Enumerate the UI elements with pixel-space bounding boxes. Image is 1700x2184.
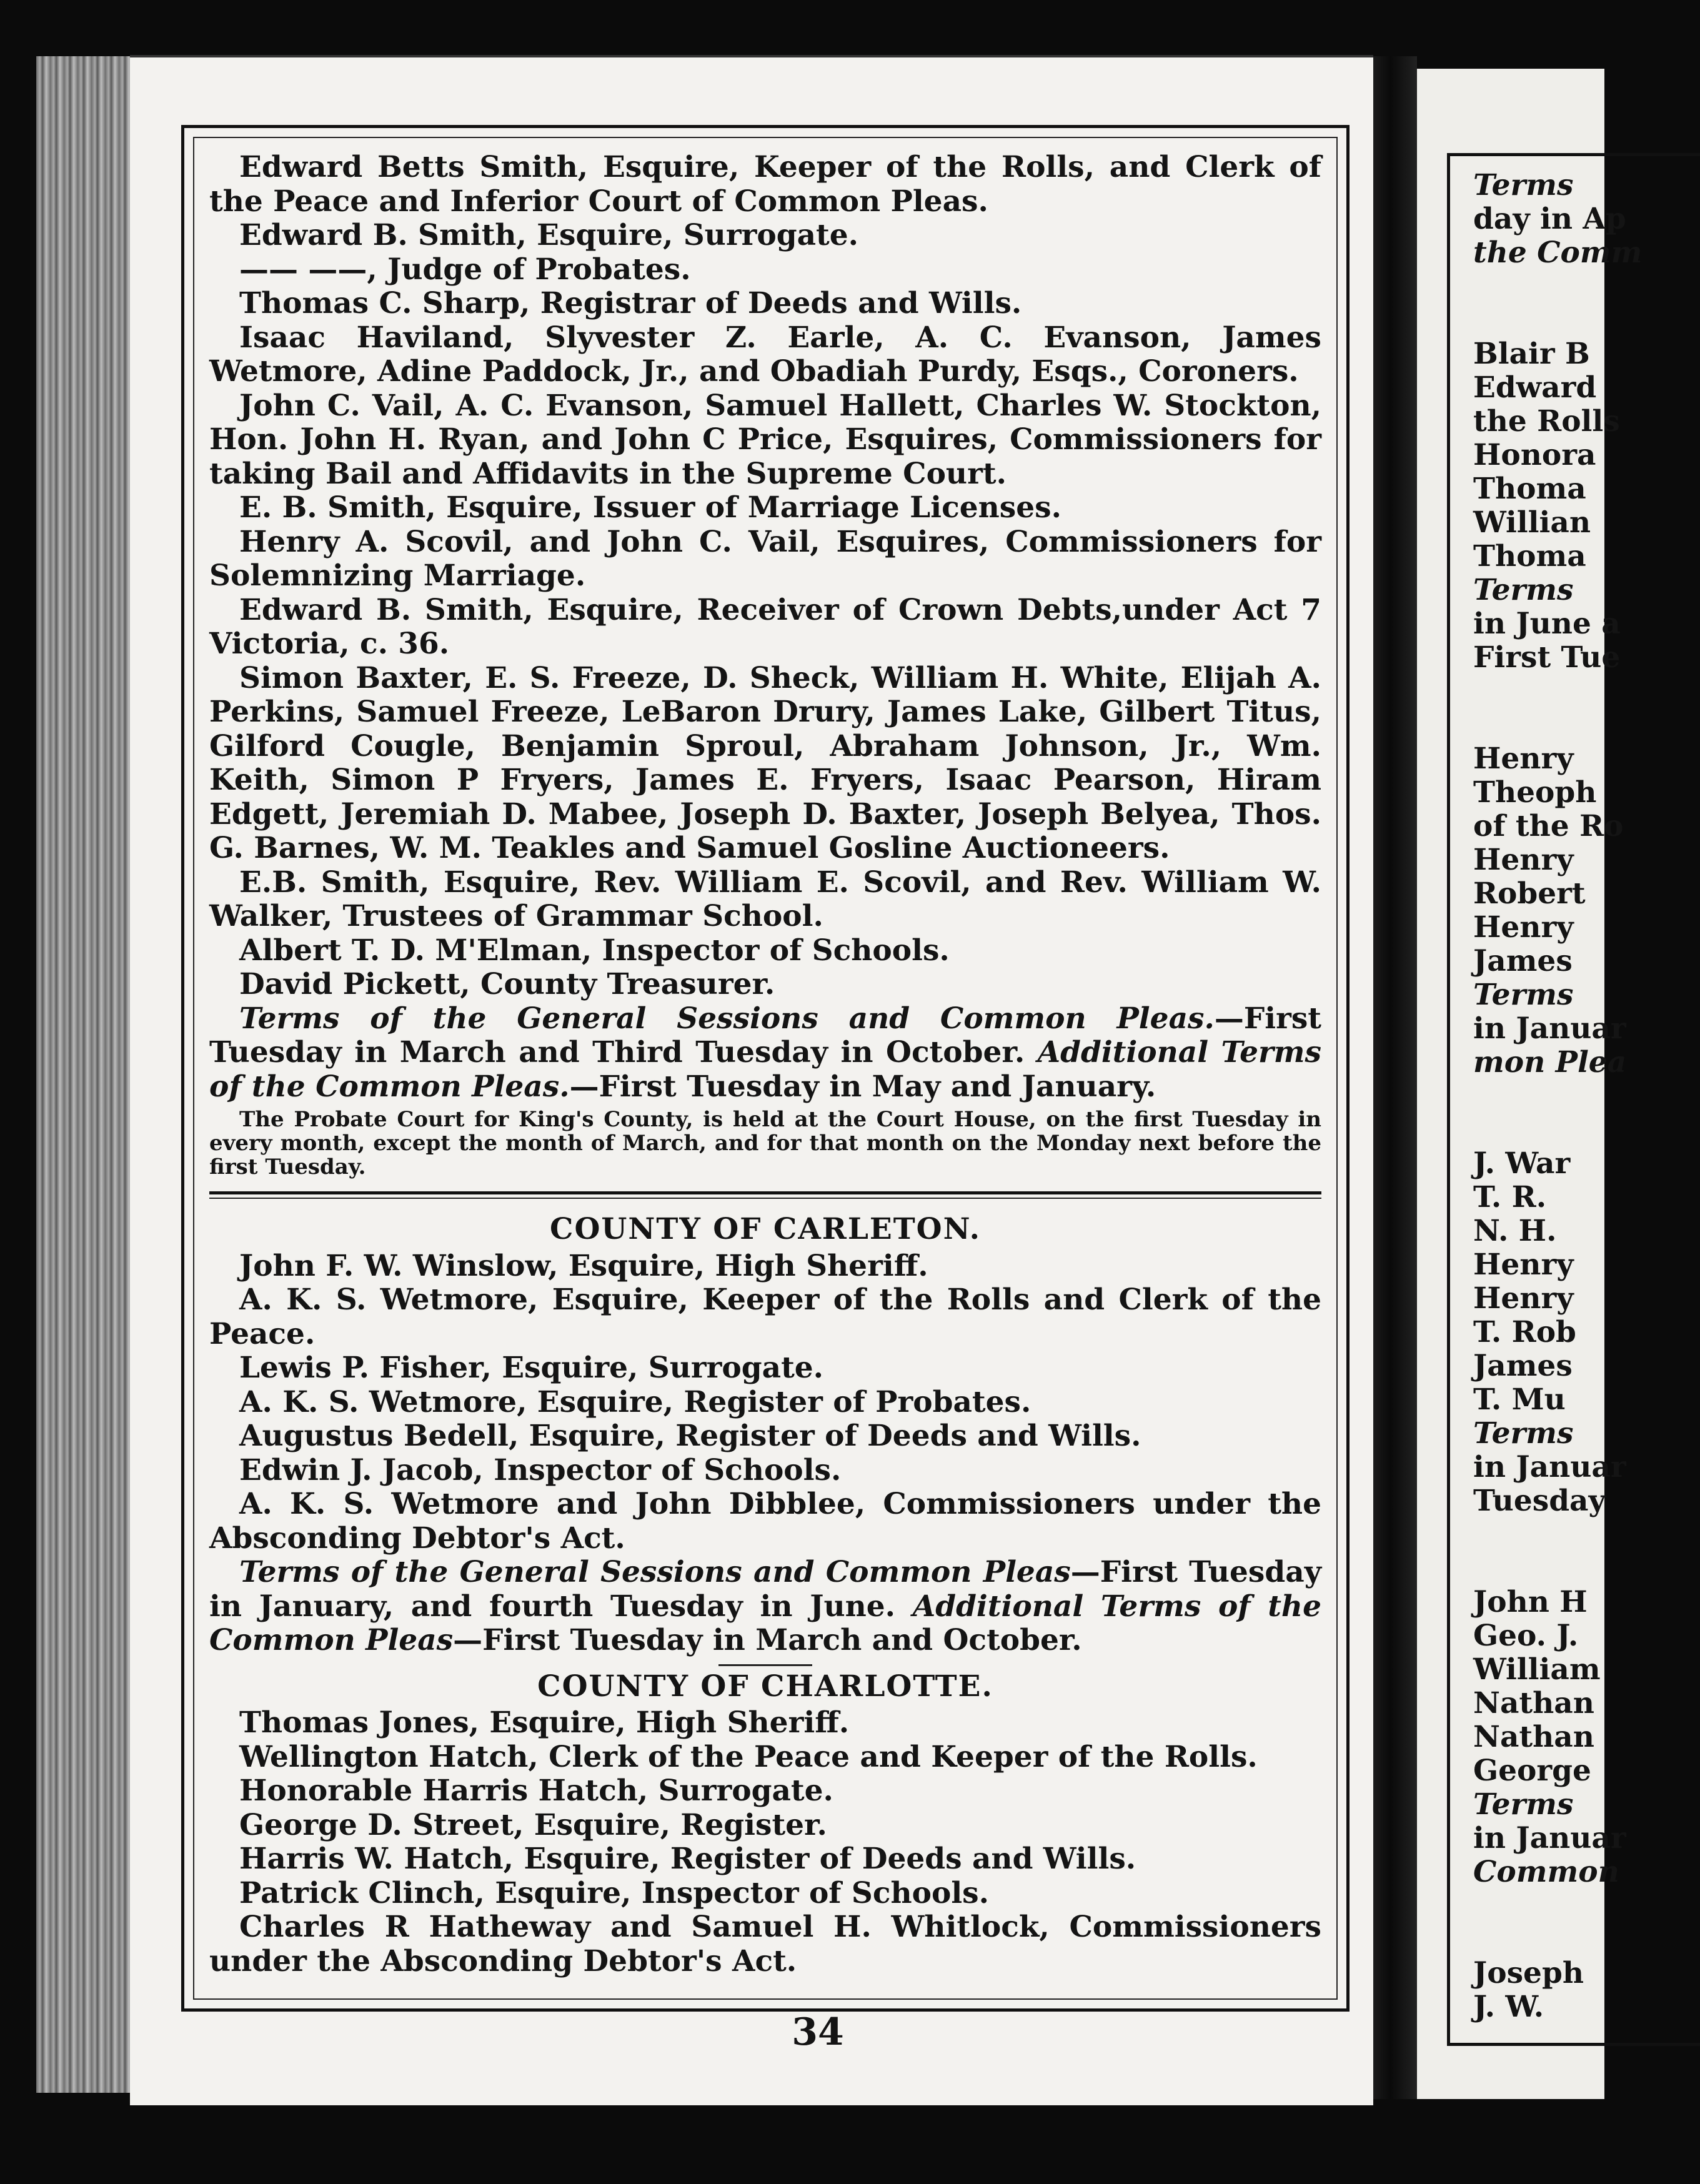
right-page-line: Terms (1473, 573, 1574, 607)
right-page-line: Common (1473, 1855, 1619, 1889)
right-page-line: mon Plea (1473, 1045, 1627, 1080)
book-page-edges (36, 56, 130, 2093)
entry-line: Henry A. Scovil, and John C. Vail, Esquires, Commissioners for Solemnizing Marriage. (209, 524, 1321, 593)
entry-line: A. K. S. Wetmore and John Dibblee, Commissioners under the Absconding Debtor's Act. (209, 1487, 1321, 1556)
right-page-line: James (1473, 944, 1573, 978)
entry-line: Thomas Jones, Esquire, High Sheriff. (239, 1705, 850, 1740)
entry-line: Simon Baxter, E. S. Freeze, D. Sheck, William H. White, Elijah A. Perkins, Samuel Freeze, LeBaron Drury, James Lake, Gilbert Titus, Gilford Cougle, Benjamin Sproul, Abraham Johnson, Jr., Wm. Keith, Simon P Fryers, James E. Fryers, Isaac Pearson, Hiram Edgett, Jeremiah D. Mabee, Joseph D. Baxter, Joseph Belyea, Thos. G. Barnes, W. M. Teakles and Samuel Gosline Auctioneers. (209, 660, 1321, 865)
right-page-line: the Comm (1473, 236, 1643, 270)
top-section-entries (209, 151, 1321, 1002)
entry-line: Lewis P. Fisher, Esquire, Surrogate. (239, 1351, 824, 1385)
right-page-line: Tuesday (1473, 1484, 1606, 1518)
top-terms-plain-1: —First Tuesday in March and Third Tuesday in October. (209, 1001, 1321, 1070)
entry-line: Wellington Hatch, Clerk of the Peace and Keeper of the Rolls. (239, 1739, 1258, 1774)
entry-line: Charles R Hatheway and Samuel H. Whitlock, Commissioners under the Absconding Debtor's Act. (209, 1910, 1321, 1978)
right-page-line: Thoma (1473, 472, 1586, 506)
right-page-line (1473, 1889, 1642, 1923)
right-page-line: Geo. J. (1473, 1619, 1579, 1653)
entry-line: David Pickett, County Treasurer. (239, 967, 775, 1001)
carleton-terms-italic-2: Additional Terms of the Common Pleas (209, 1589, 1321, 1657)
right-page-fragment (1417, 69, 1643, 2099)
top-terms-italic-2: Additional Terms of the Common Pleas. (209, 1035, 1321, 1104)
probate-note: The Probate Court for King's County, is held at the Court House, on the first Tuesday in every month, except the month of March, and for that month on the Monday next before the first Tuesday. (209, 1107, 1321, 1179)
carleton-heading: COUNTY OF CARLETON. (550, 1212, 981, 1246)
entry-line: George D. Street, Esquire, Register. (239, 1807, 827, 1842)
right-page-line: Nathan (1473, 1720, 1594, 1754)
right-page-line: in Januar (1473, 1011, 1626, 1046)
right-page-line: Honora (1473, 438, 1596, 472)
right-page-line (1473, 708, 1642, 742)
section-divider (209, 1189, 1321, 1205)
top-terms-italic-1: Terms of the General Sessions and Common Pleas. (239, 1001, 1215, 1036)
entry-line: Patrick Clinch, Esquire, Inspector of Schools. (239, 1875, 989, 1910)
right-page-line (1473, 270, 1642, 304)
right-page-line (1473, 1113, 1642, 1147)
right-page-line (1473, 675, 1642, 708)
right-page-line: Terms (1473, 168, 1574, 202)
entry-line: Thomas C. Sharp, Registrar of Deeds and Wills. (239, 286, 1022, 320)
right-page-line: Edward (1473, 370, 1597, 405)
right-page-line: Henry (1473, 910, 1574, 945)
right-page-line: in June a (1473, 607, 1621, 641)
right-page-line: J. War (1473, 1146, 1571, 1181)
entry-line: —— ——, Judge of Probates. (239, 252, 691, 287)
right-page-line: T. R. (1473, 1180, 1547, 1214)
right-page-line (1473, 1080, 1642, 1113)
right-page-line: Henry (1473, 742, 1574, 776)
right-page-line: day in Ap (1473, 202, 1626, 236)
right-page-line: John H (1473, 1585, 1588, 1619)
book-gutter (1373, 56, 1417, 2099)
right-page-line: of the Ro (1473, 809, 1624, 843)
entry-line: Honorable Harris Hatch, Surrogate. (239, 1774, 833, 1808)
entry-line: Edwin J. Jacob, Inspector of Schools. (239, 1452, 842, 1487)
right-page-line (1473, 1518, 1642, 1552)
entry-line: E. B. Smith, Esquire, Issuer of Marriage Licenses. (239, 490, 1061, 525)
document-frame (181, 125, 1350, 2012)
right-page-line: T. Mu (1473, 1382, 1566, 1417)
entry-line: Edward Betts Smith, Esquire, Keeper of the Rolls, and Clerk of the Peace and Inferior Court of Common Pleas. (209, 150, 1321, 219)
right-page-line: Robert (1473, 876, 1586, 911)
right-page-line: Terms (1473, 1416, 1574, 1451)
entry-line: Albert T. D. M'Elman, Inspector of Schools. (239, 933, 950, 968)
carleton-terms-paragraph (209, 1556, 1321, 1658)
right-page-line (1473, 1923, 1642, 1957)
charlotte-entries (209, 1706, 1321, 1978)
entry-line: Edward B. Smith, Esquire, Receiver of Crown Debts,under Act 7 Victoria, c. 36. (209, 592, 1321, 661)
right-page-line: Terms (1473, 978, 1574, 1012)
entry-line: A. K. S. Wetmore, Esquire, Keeper of the Rolls and Clerk of the Peace. (209, 1283, 1321, 1351)
right-page-line: Thoma (1473, 539, 1586, 573)
right-page-line: in Januar (1473, 1450, 1626, 1484)
right-page-line: Willian (1473, 505, 1591, 540)
right-page-line (1473, 304, 1642, 337)
carleton-terms-italic-1: Terms of the General Sessions and Common Pleas (239, 1555, 1071, 1589)
right-page-lines (1473, 169, 1642, 2024)
right-page-line: N. H. (1473, 1214, 1557, 1248)
right-page-line: George (1473, 1754, 1591, 1788)
entry-line: E.B. Smith, Esquire, Rev. William E. Scovil, and Rev. William W. Walker, Trustees of Grammar School. (209, 865, 1321, 933)
entry-line: Isaac Haviland, Slyvester Z. Earle, A. C. Evanson, James Wetmore, Adine Paddock, Jr., and Obadiah Purdy, Esqs., Coroners. (209, 320, 1321, 389)
right-page-line: Theoph (1473, 775, 1597, 810)
top-terms-plain-2: —First Tuesday in May and January. (569, 1069, 1156, 1104)
top-terms-paragraph (209, 1002, 1321, 1104)
right-page-line: Henry (1473, 1281, 1574, 1316)
entry-line: John F. W. Winslow, Esquire, High Sheriff. (239, 1248, 928, 1283)
right-page-line (1473, 1552, 1642, 1586)
page-number: 34 (792, 2010, 844, 2054)
document-content (209, 151, 1321, 1978)
entry-line: Edward B. Smith, Esquire, Surrogate. (239, 218, 859, 252)
right-page-line: Blair B (1473, 337, 1590, 371)
carleton-entries (209, 1249, 1321, 1556)
right-page-line: the Rolls (1473, 404, 1620, 439)
right-page-line: First Tue (1473, 640, 1621, 675)
right-page-line: Terms (1473, 1787, 1574, 1822)
carleton-terms-plain-2: —First Tuesday in March and October. (453, 1623, 1082, 1657)
entry-line: Harris W. Hatch, Esquire, Register of Deeds and Wills. (239, 1842, 1136, 1876)
entry-line: Augustus Bedell, Esquire, Register of Deeds and Wills. (239, 1419, 1141, 1453)
right-page-line: William (1473, 1652, 1601, 1687)
entry-line: A. K. S. Wetmore, Esquire, Register of Probates. (239, 1384, 1031, 1419)
right-page-line: Henry (1473, 843, 1574, 877)
right-page-line: Joseph (1473, 1956, 1584, 1990)
short-divider (718, 1664, 812, 1666)
right-page-line: James (1473, 1349, 1573, 1383)
right-page-line: in Januar (1473, 1821, 1626, 1855)
right-page-line: T. Rob (1473, 1315, 1576, 1349)
right-page-line: Nathan (1473, 1686, 1594, 1720)
right-page-line: J. W. (1473, 1990, 1544, 2024)
entry-line: John C. Vail, A. C. Evanson, Samuel Hallett, Charles W. Stockton, Hon. John H. Ryan, and John C Price, Esquires, Commissioners for taking Bail and Affidavits in the Supreme Court. (209, 388, 1321, 491)
carleton-terms-plain-1: —First Tuesday in January, and fourth Tuesday in June. (209, 1555, 1322, 1624)
right-page-line: Henry (1473, 1248, 1574, 1282)
charlotte-heading: COUNTY OF CHARLOTTE. (537, 1669, 993, 1704)
